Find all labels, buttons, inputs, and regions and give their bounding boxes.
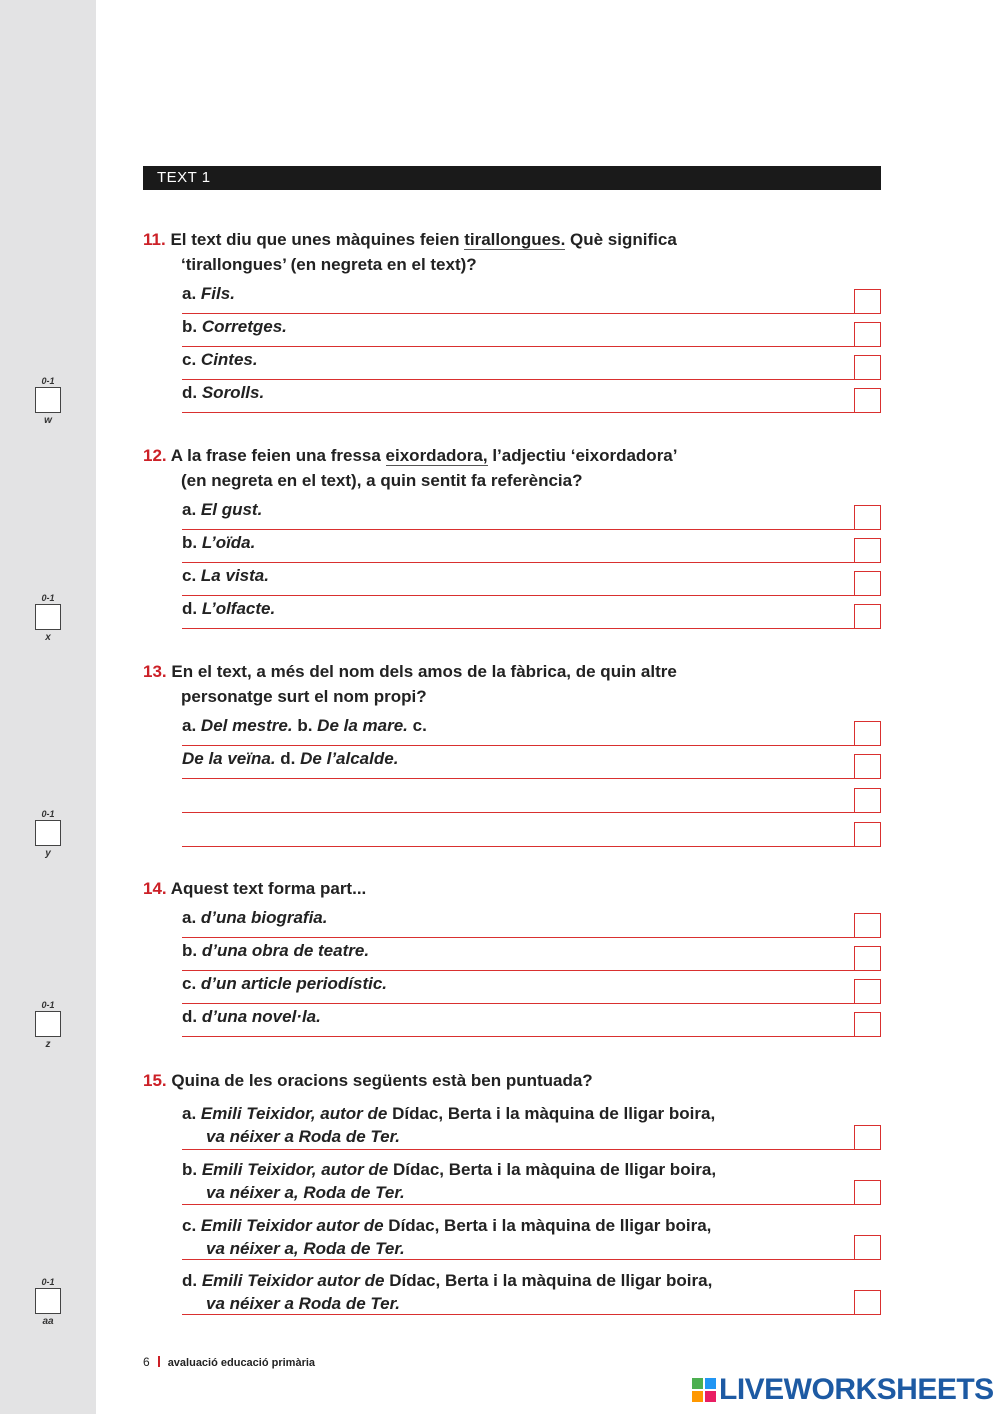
question-text: l’adjectiu ‘eixordadora’ xyxy=(487,446,678,465)
option-letter: c. xyxy=(412,716,427,735)
left-margin-strip xyxy=(0,0,96,1414)
option-text-line2: va néixer a, Roda de Ter. xyxy=(206,1239,405,1258)
book-title: Dídac, Berta i la màquina de lligar boira, xyxy=(389,1271,713,1290)
score-variable: aa xyxy=(42,1316,54,1327)
book-title: Dídac, Berta i la màquina de lligar boira, xyxy=(392,1104,716,1123)
option-letter: d. xyxy=(182,599,198,618)
answer-checkbox[interactable] xyxy=(854,979,881,1004)
option-letter: a. xyxy=(182,908,197,927)
option-letter: a. xyxy=(182,716,197,735)
answer-checkbox[interactable] xyxy=(854,721,881,746)
option-text: Cintes. xyxy=(200,350,258,369)
option-row xyxy=(182,745,881,779)
option-text: De la veïna. xyxy=(182,749,276,768)
page-footer xyxy=(143,1355,315,1369)
score-input[interactable] xyxy=(35,1011,61,1037)
option-text: De l’alcalde. xyxy=(300,749,399,768)
score-range: 0-1 xyxy=(41,1000,55,1010)
score-box-w xyxy=(34,376,62,426)
option-letter: d. xyxy=(182,383,198,402)
question-text: El text diu que unes màquines feien xyxy=(170,230,465,249)
answer-checkbox[interactable] xyxy=(854,788,881,813)
option-row xyxy=(182,937,881,971)
score-range: 0-1 xyxy=(41,809,55,819)
question-text: A la frase feien una fressa xyxy=(170,446,386,465)
option-letter: c. xyxy=(182,1216,197,1235)
book-title: Dídac, Berta i la màquina de lligar boira, xyxy=(393,1160,717,1179)
answer-checkbox[interactable] xyxy=(854,355,881,380)
answer-checkbox[interactable] xyxy=(854,505,881,530)
question-12 xyxy=(143,443,677,493)
score-variable: y xyxy=(45,848,51,859)
option-row-empty xyxy=(182,779,881,813)
question-text-line2: ‘tirallongues’ (en negreta en el text)? xyxy=(181,255,477,274)
option-row xyxy=(182,529,881,563)
score-variable: w xyxy=(44,415,52,426)
option-letter: a. xyxy=(182,284,197,303)
option-text-line2: va néixer a Roda de Ter. xyxy=(206,1127,401,1146)
answer-checkbox[interactable] xyxy=(854,571,881,596)
option-text: Emili Teixidor, autor de xyxy=(201,1160,389,1179)
option-text: d’una biografia. xyxy=(200,908,328,927)
footer-separator xyxy=(158,1356,160,1367)
page-number: 6 xyxy=(143,1355,150,1369)
option-text: d’una novel·la. xyxy=(201,1007,321,1026)
option-row xyxy=(182,496,881,530)
liveworksheets-wordmark: LIVEWORKSHEETS xyxy=(719,1373,994,1406)
score-range: 0-1 xyxy=(41,376,55,386)
option-row xyxy=(182,346,881,380)
answer-checkbox[interactable] xyxy=(854,1180,881,1205)
option-letter: b. xyxy=(182,317,198,336)
score-input[interactable] xyxy=(35,604,61,630)
option-text: Emili Teixidor, autor de xyxy=(200,1104,388,1123)
answer-checkbox[interactable] xyxy=(854,1012,881,1037)
answer-checkbox[interactable] xyxy=(854,946,881,971)
liveworksheets-logo-icon xyxy=(692,1378,716,1402)
answer-checkbox[interactable] xyxy=(854,604,881,629)
option-row xyxy=(182,1267,881,1315)
question-text: En el text, a més del nom dels amos de la fàbrica, de quin altre xyxy=(171,662,677,681)
score-box-aa xyxy=(34,1277,62,1327)
option-letter: b. xyxy=(182,1160,198,1179)
option-text: De la mare. xyxy=(317,716,408,735)
question-text-line2: personatge surt el nom propi? xyxy=(181,687,427,706)
question-text: Quina de les oracions següents està ben puntuada? xyxy=(171,1071,593,1090)
answer-checkbox[interactable] xyxy=(854,322,881,347)
answer-checkbox[interactable] xyxy=(854,1125,881,1150)
option-row xyxy=(182,712,881,746)
answer-checkbox[interactable] xyxy=(854,388,881,413)
question-number: 13. xyxy=(143,662,167,681)
option-row xyxy=(182,562,881,596)
option-letter: b. xyxy=(182,941,198,960)
option-letter: b. xyxy=(297,716,313,735)
option-row xyxy=(182,970,881,1004)
score-box-z xyxy=(34,1000,62,1050)
option-text: La vista. xyxy=(200,566,269,585)
question-text: Aquest text forma part... xyxy=(170,879,367,898)
question-number: 15. xyxy=(143,1071,167,1090)
option-letter: c. xyxy=(182,350,197,369)
option-text: L’olfacte. xyxy=(201,599,276,618)
option-row xyxy=(182,1212,881,1260)
score-input[interactable] xyxy=(35,1288,61,1314)
question-number: 12. xyxy=(143,446,167,465)
underlined-word: tirallongues. xyxy=(464,230,566,249)
option-text-line2: va néixer a, Roda de Ter. xyxy=(206,1183,405,1202)
option-row xyxy=(182,595,881,629)
option-text: d’una obra de teatre. xyxy=(201,941,370,960)
option-text: El gust. xyxy=(200,500,263,519)
option-row xyxy=(182,1003,881,1037)
question-text: Què significa xyxy=(565,230,677,249)
option-letter: c. xyxy=(182,974,197,993)
option-letter: d. xyxy=(182,1007,198,1026)
answer-checkbox[interactable] xyxy=(854,1235,881,1260)
option-row xyxy=(182,280,881,314)
option-row-empty xyxy=(182,813,881,847)
question-14 xyxy=(143,876,366,901)
option-row xyxy=(182,379,881,413)
answer-checkbox[interactable] xyxy=(854,913,881,938)
score-box-x xyxy=(34,593,62,643)
option-letter: b. xyxy=(182,533,198,552)
score-variable: x xyxy=(45,632,51,643)
option-row xyxy=(182,1100,881,1150)
footer-text: avaluació educació primària xyxy=(167,1357,316,1369)
answer-checkbox[interactable] xyxy=(854,289,881,314)
answer-checkbox[interactable] xyxy=(854,1290,881,1315)
score-range: 0-1 xyxy=(41,1277,55,1287)
section-header xyxy=(143,166,881,190)
question-text-line2: (en negreta en el text), a quin sentit fa referència? xyxy=(181,471,583,490)
question-15 xyxy=(143,1068,593,1093)
option-row xyxy=(182,1156,881,1205)
option-letter: a. xyxy=(182,500,197,519)
option-text: Corretges. xyxy=(201,317,287,336)
score-input[interactable] xyxy=(35,820,61,846)
option-text: d’un article periodístic. xyxy=(200,974,388,993)
answer-checkbox[interactable] xyxy=(854,822,881,847)
question-13 xyxy=(143,659,677,709)
option-letter: c. xyxy=(182,566,197,585)
option-text: Emili Teixidor autor de xyxy=(201,1271,385,1290)
option-text: Del mestre. xyxy=(200,716,293,735)
option-text-line2: va néixer a Roda de Ter. xyxy=(206,1294,401,1313)
section-title: TEXT 1 xyxy=(157,169,211,186)
answer-checkbox[interactable] xyxy=(854,538,881,563)
option-letter: d. xyxy=(182,1271,198,1290)
option-letter: a. xyxy=(182,1104,197,1123)
question-number: 11. xyxy=(143,230,166,249)
answer-checkbox[interactable] xyxy=(854,754,881,779)
score-input[interactable] xyxy=(35,387,61,413)
option-text: Fils. xyxy=(200,284,235,303)
underlined-word: eixordadora, xyxy=(385,446,488,465)
book-title: Dídac, Berta i la màquina de lligar boira, xyxy=(388,1216,712,1235)
score-box-y xyxy=(34,809,62,859)
option-letter: d. xyxy=(280,749,296,768)
score-range: 0-1 xyxy=(41,593,55,603)
question-number: 14. xyxy=(143,879,167,898)
option-text: L’oïda. xyxy=(201,533,256,552)
option-row xyxy=(182,904,881,938)
option-text: Sorolls. xyxy=(201,383,265,402)
score-variable: z xyxy=(45,1039,51,1050)
option-text: Emili Teixidor autor de xyxy=(200,1216,384,1235)
option-row xyxy=(182,313,881,347)
question-11 xyxy=(143,227,677,277)
